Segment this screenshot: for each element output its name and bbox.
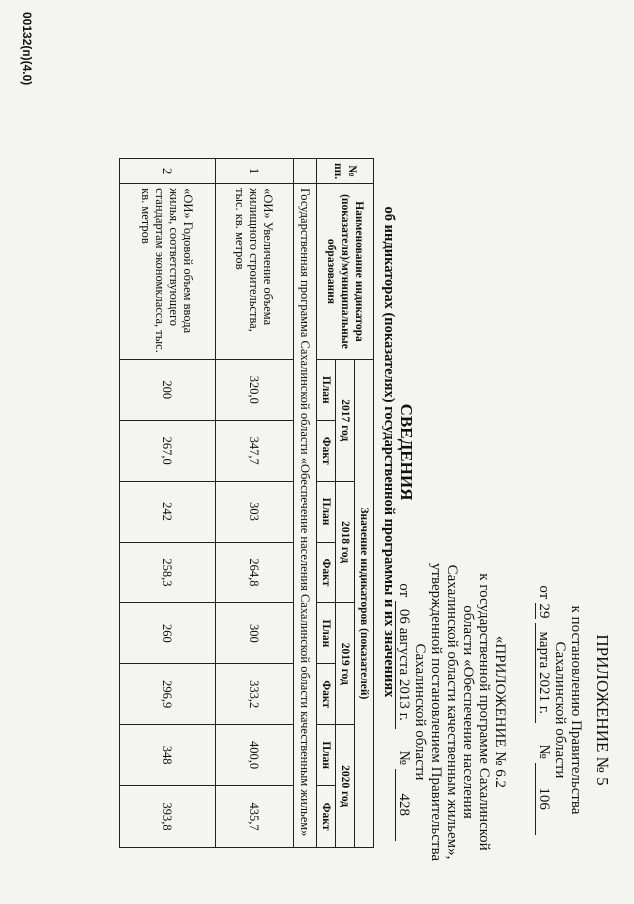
appendix-6-2-line: области «Обеспечение населения [460, 605, 476, 819]
table-row [120, 159, 216, 848]
row-number: 1 [216, 159, 294, 184]
year-header: 2019 год [336, 603, 355, 725]
plan-header: План [317, 603, 336, 664]
column-header-values: Значение индикаторов (показателей) [355, 359, 374, 847]
appendix-5-header [535, 560, 610, 860]
appendix-6-2-line: Сахалинской области качественным жильем», [444, 564, 460, 860]
appendix-6-2-line: утвержденной постановлением Правительства [428, 562, 444, 862]
footer-code: 00132(п)(4.0) [20, 12, 34, 86]
cell-2017-plan: 320,0 [216, 359, 294, 420]
indicators-table [119, 158, 374, 848]
program-row [294, 159, 317, 848]
document-subtitle: об индикаторах (показателях) государственной программы и их значениях [381, 206, 397, 698]
column-header-no: № пп. [317, 159, 374, 184]
fact-header: Факт [317, 420, 336, 481]
cell-2019-plan: 300 [216, 603, 294, 664]
cell-2017-fact: 347,7 [216, 420, 294, 481]
column-header-name: Наименование индикатора (показателя)/муниципальные образования [317, 184, 374, 360]
appendix-6-2-date: 06 августа 2013 г. [395, 601, 412, 729]
year-header: 2018 год [336, 481, 355, 603]
cell-2020-plan: 348 [120, 725, 216, 786]
fact-header: Факт [317, 542, 336, 603]
year-header: 2020 год [336, 725, 355, 848]
cell-2017-fact: 267,0 [120, 420, 216, 481]
appendix-6-2-date-line: от 06 августа 2013 г. № 428 [395, 556, 412, 868]
cell-2018-fact: 258,3 [120, 542, 216, 603]
cell-2018-fact: 264,8 [216, 542, 294, 603]
header-row [355, 159, 374, 848]
cell-2019-fact: 296,9 [120, 664, 216, 725]
row-number: 2 [120, 159, 216, 184]
cell-2017-plan: 200 [120, 359, 216, 420]
cell-2019-plan: 260 [120, 603, 216, 664]
appendix-6-2-title: «ПРИЛОЖЕНИЕ № 6.2 [492, 635, 508, 789]
fact-header: Факт [317, 664, 336, 725]
plan-header: План [317, 359, 336, 420]
fact-header: Факт [317, 786, 336, 848]
cell-2020-plan: 400,0 [216, 725, 294, 786]
appendix-6-2-line: Сахалинской области [412, 643, 428, 781]
plan-header: План [317, 725, 336, 786]
indicator-name: «ОИ» Годовой объем ввода жилья, соответствующего стандартам экономкласса, тыс. кв. метров [120, 184, 216, 360]
plan-header: План [317, 481, 336, 542]
year-header: 2017 год [336, 359, 355, 481]
program-name: Государственная программа Сахалинской области «Обеспечение населения Сахалинской области качественным жильем» [294, 184, 317, 848]
cell-2018-plan: 303 [216, 481, 294, 542]
cell-2020-fact: 435,7 [216, 786, 294, 848]
table-row [216, 159, 294, 848]
document-title: СВЕДЕНИЯ [397, 403, 416, 501]
appendix-5-title: ПРИЛОЖЕНИЕ № 5 [593, 634, 612, 786]
appendix-5-line: Сахалинской области [552, 641, 568, 779]
cell-2020-fact: 393,8 [120, 786, 216, 848]
cell-2018-plan: 242 [120, 481, 216, 542]
appendix-5-date: марта 2021 г. [535, 623, 552, 723]
appendix-6-2-line: к государственной программе Сахалинской [476, 573, 492, 851]
appendix-5-line: к постановлению Правительства [568, 605, 584, 815]
appendix-5-day: 29 [536, 603, 552, 619]
cell-2019-fact: 333,2 [216, 664, 294, 725]
appendix-6-2-number: 428 [395, 769, 412, 841]
appendix-5-number: 106 [535, 763, 552, 835]
indicator-name: «ОИ» Увеличение объема жилищного строительства, тыс. кв. метров [216, 184, 294, 360]
appendix-5-date-line: от 29 марта 2021 г. № 106 [535, 560, 552, 860]
